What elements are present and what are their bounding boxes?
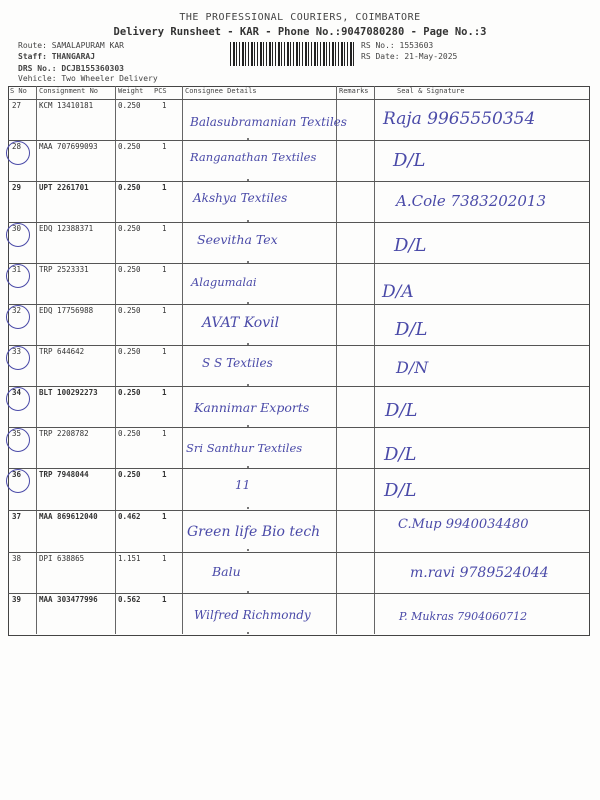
pcs: 1 [162, 595, 167, 604]
serial-circle [6, 387, 30, 411]
serial-circle [6, 428, 30, 452]
signature-handwriting: C.Mup 9940034480 [398, 516, 529, 532]
row-divider [8, 386, 589, 387]
route-label: Route: SAMALAPURAM KAR [18, 41, 124, 50]
weight: 0.250 [118, 142, 141, 151]
company-title: THE PROFESSIONAL COURIERS, COIMBATORE [179, 12, 421, 23]
weight: 0.250 [118, 265, 141, 274]
serial-number: 34 [12, 388, 22, 397]
serial-circle [6, 346, 30, 370]
row-divider [8, 304, 589, 305]
consignment-number: MAA 707699093 [39, 142, 98, 151]
consignment-number: MAA 869612040 [39, 512, 98, 521]
pcs: 1 [162, 142, 167, 151]
signature-handwriting: m.ravi 9789524044 [410, 565, 549, 581]
signature-handwriting: D/L [395, 319, 428, 340]
weight: 0.250 [118, 306, 141, 315]
consignment-number: TRP 2208782 [39, 429, 89, 438]
row-divider [8, 552, 589, 553]
row-divider [8, 345, 589, 346]
consignee-handwriting: Wilfred Richmondy [194, 608, 311, 622]
barcode [230, 42, 356, 66]
weight: 0.250 [118, 388, 141, 397]
serial-number: 35 [12, 429, 22, 438]
consignee-handwriting: 11 [235, 478, 251, 492]
row-divider [8, 99, 589, 100]
row-divider [8, 593, 589, 594]
serial-circle [6, 264, 30, 288]
serial-number: 29 [12, 183, 22, 192]
weight: 0.250 [118, 183, 141, 192]
scan-dot [247, 138, 249, 140]
signature-handwriting: D/L [384, 480, 417, 501]
consignment-number: UPT 2261701 [39, 183, 89, 192]
scan-dot [247, 591, 249, 593]
col-header-consignee: Consignee Details [185, 87, 257, 95]
consignment-number: TRP 644642 [39, 347, 85, 356]
consignee-handwriting: Balu [212, 563, 241, 579]
consignee-handwriting: Sri Santhur Textiles [186, 441, 303, 456]
signature-handwriting: D/N [396, 358, 429, 377]
weight: 0.250 [118, 347, 141, 356]
serial-number: 31 [12, 265, 22, 274]
pcs: 1 [162, 101, 167, 110]
weight: 0.250 [118, 470, 141, 479]
row-divider [8, 468, 589, 469]
serial-number: 39 [12, 595, 22, 604]
scan-dot [247, 384, 249, 386]
col-header-pcs: PCS [154, 87, 167, 95]
scan-dot [247, 302, 249, 304]
pcs: 1 [162, 306, 167, 315]
signature-handwriting: Raja 9965550354 [383, 108, 536, 129]
consignee-handwriting: Ranganathan Textiles [190, 150, 317, 165]
pcs: 1 [162, 429, 167, 438]
signature-handwriting: D/L [394, 235, 427, 256]
scan-dot [247, 466, 249, 468]
weight: 0.250 [118, 101, 141, 110]
scan-dot [247, 549, 249, 551]
runsheet-table [8, 86, 590, 636]
col-header-seal-signature: Seal & Signature [397, 87, 465, 95]
col-header-weight: Weight [118, 87, 144, 95]
serial-number: 32 [12, 306, 22, 315]
pcs: 1 [162, 347, 167, 356]
pcs: 1 [162, 512, 167, 521]
consignment-number: KCM 13410181 [39, 101, 94, 110]
scan-dot [247, 632, 249, 634]
consignee-handwriting: Alagumalai [191, 275, 257, 290]
drs-label: DRS No.: DCJB155360303 [18, 64, 124, 73]
serial-number: 38 [12, 554, 22, 563]
scan-dot [247, 220, 249, 222]
consignee-handwriting: Balasubramanian Textiles [190, 115, 347, 129]
serial-circle [6, 141, 30, 165]
signature-handwriting: P. Mukras 7904060712 [399, 609, 528, 623]
consignment-number: DPI 638865 [39, 554, 85, 563]
signature-handwriting: A.Cole 7383202013 [396, 191, 546, 210]
serial-number: 33 [12, 347, 22, 356]
consignee-handwriting: S S Textiles [202, 356, 273, 370]
rs-date: RS Date: 21-May-2025 [361, 52, 458, 61]
weight: 0.562 [118, 595, 141, 604]
weight: 1.151 [118, 554, 141, 563]
col-header-consignment: Consignment No [39, 87, 99, 95]
serial-circle [6, 469, 30, 493]
scan-dot [247, 507, 249, 509]
row-divider [8, 222, 589, 223]
scan-dot [247, 179, 249, 181]
col-header-remarks: Remarks [339, 87, 369, 95]
serial-number: 30 [12, 224, 22, 233]
consignment-number: TRP 7948044 [39, 470, 89, 479]
consignment-number: TRP 2523331 [39, 265, 89, 274]
pcs: 1 [162, 554, 167, 563]
scan-dot [247, 343, 249, 345]
vehicle-label: Vehicle: Two Wheeler Delivery [18, 74, 158, 83]
pcs: 1 [162, 265, 167, 274]
weight: 0.462 [118, 512, 141, 521]
consignee-handwriting: Akshya Textiles [193, 191, 288, 205]
weight: 0.250 [118, 224, 141, 233]
scan-dot [247, 261, 249, 263]
serial-number: 36 [12, 470, 22, 479]
pcs: 1 [162, 224, 167, 233]
consignee-handwriting: Kannimar Exports [194, 399, 310, 415]
row-divider [8, 140, 589, 141]
scan-dot [247, 425, 249, 427]
serial-number: 27 [12, 101, 22, 110]
pcs: 1 [162, 388, 167, 397]
serial-number: 28 [12, 142, 22, 151]
row-divider [8, 510, 589, 511]
consignee-handwriting: Seevitha Tex [197, 231, 278, 247]
pcs: 1 [162, 470, 167, 479]
consignment-number: MAA 303477996 [39, 595, 98, 604]
consignee-handwriting: Green life Bio tech [187, 524, 321, 540]
row-divider [8, 181, 589, 182]
serial-number: 37 [12, 512, 22, 521]
staff-label: Staff: THANGARAJ [18, 52, 96, 61]
row-divider [8, 263, 589, 264]
signature-handwriting: D/L [384, 444, 417, 465]
consignee-handwriting: AVAT Kovil [202, 315, 280, 331]
signature-handwriting: D/L [393, 150, 426, 171]
signature-handwriting: D/L [385, 400, 418, 421]
consignment-number: BLT 100292273 [39, 388, 98, 397]
consignment-number: EDQ 17756988 [39, 306, 94, 315]
row-divider [8, 427, 589, 428]
consignment-number: EDQ 12388371 [39, 224, 94, 233]
rs-number: RS No.: 1553603 [361, 41, 434, 50]
runsheet-title: Delivery Runsheet - KAR - Phone No.:9047080280 - Page No.:3 [113, 26, 487, 38]
serial-circle [6, 223, 30, 247]
col-header-sno: S No [10, 87, 27, 95]
serial-circle [6, 305, 30, 329]
weight: 0.250 [118, 429, 141, 438]
pcs: 1 [162, 183, 167, 192]
signature-handwriting: D/A [382, 281, 414, 302]
